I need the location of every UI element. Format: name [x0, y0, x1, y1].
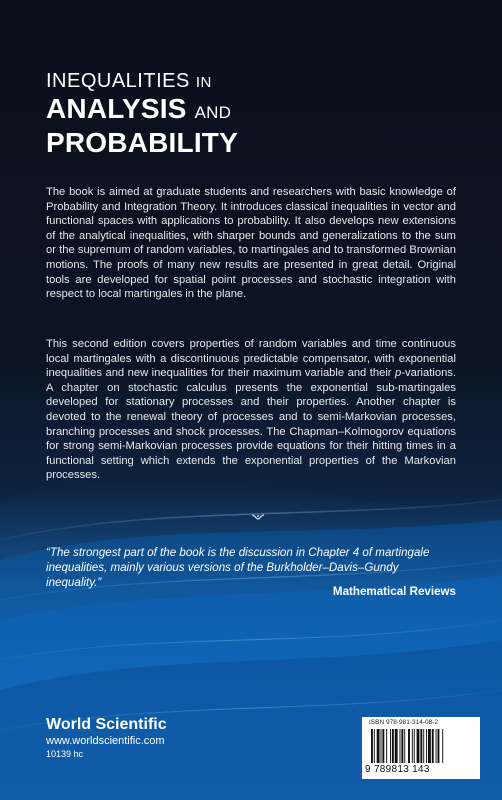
- barcode-bar: [390, 729, 391, 763]
- publisher-url: www.worldscientific.com: [46, 735, 165, 747]
- publisher-code: 10139 hc: [46, 749, 84, 759]
- barcode-icon: [370, 729, 472, 767]
- title-word-inequalities: INEQUALITIES: [46, 70, 190, 92]
- title-line-2: [46, 94, 238, 128]
- barcode-digits: 9 789813 143: [365, 764, 430, 775]
- barcode-bar: [404, 729, 405, 763]
- title-line-1: [46, 70, 238, 94]
- barcode-bar: [420, 729, 422, 763]
- barcode-bar: [414, 729, 415, 763]
- paragraph-2-part-1: This second edition covers properties of random variables and time continuous local martingales with a discontinuous predictable compensator, with exponential inequalities and new inequalities for their maximum variable and their: [46, 338, 456, 380]
- book-title: [46, 70, 238, 158]
- barcode-bar: [377, 729, 380, 763]
- barcode-bar: [374, 729, 375, 763]
- barcode-bar: [408, 729, 410, 763]
- ornament-icon: [251, 513, 265, 521]
- barcode-box: [362, 717, 480, 779]
- publisher-block: [46, 716, 167, 760]
- review-quote: “The strongest part of the book is the discussion in Chapter 4 of martingale inequalities, mainly various versions of the Burkholder–Davis–Gundy inequality.”: [46, 546, 430, 589]
- barcode-bar: [395, 729, 398, 763]
- title-word-in: IN: [195, 74, 212, 91]
- title-line-3: [46, 128, 238, 158]
- description-paragraph-1: The book is aimed at graduate students and researchers with basic knowledge of Probability and Integration Theory. It introduces classical inequalities in vector and functional spaces with applications to probability. It also develops new extensions of the analytical inequalities, with sharper bounds and generalizations to the sum or the supremum of random variables, to martingales and to transformed Brownian motions. The proofs of many new results are presented in great detail. Original tools are developed for spatial point processes and stochastic integration with respect to local martingales in the plane.: [46, 186, 456, 301]
- barcode-bar: [428, 729, 431, 763]
- description-paragraph-2: [46, 337, 456, 483]
- paragraph-2-part-2: -variations. A chapter on stochastic calculus presents the exponential sub-martingales developed for stationary processes and their properties. Another chapter is devoted to the renewal theory of processes and to semi-Markovian processes, branching processes and shock processes. The Chapman–Kolmogorov equations for strong semi-Markovian processes provide equations for their hitting times in a functional setting which extends the exponential properties of the Markovian processes.: [46, 367, 456, 482]
- barcode-bar: [417, 729, 420, 763]
- barcode-bar: [386, 729, 387, 763]
- barcode-bar: [423, 729, 424, 763]
- barcode-bar: [432, 729, 434, 763]
- barcode-bar: [371, 729, 373, 763]
- barcode-bar: [438, 729, 440, 763]
- barcode-bar: [442, 729, 443, 763]
- barcode-bar: [400, 729, 401, 763]
- barcode-bar: [401, 729, 403, 763]
- isbn-label: ISBN 978-981-314-08-2: [369, 719, 439, 726]
- title-word-and: AND: [194, 103, 232, 122]
- barcode-bar: [412, 729, 413, 763]
- review-source: Mathematical Reviews: [332, 585, 456, 598]
- title-word-probability: PROBABILITY: [46, 127, 238, 158]
- barcode-bar: [436, 729, 437, 763]
- title-word-analysis: ANALYSIS: [46, 93, 187, 124]
- barcode-bar: [426, 729, 427, 763]
- paragraph-2-italic-p: p: [395, 367, 402, 380]
- publisher-name: World Scientific: [46, 716, 167, 733]
- barcode-bar: [392, 729, 394, 763]
- barcode-bar: [382, 729, 384, 763]
- barcode-bar: [381, 729, 382, 763]
